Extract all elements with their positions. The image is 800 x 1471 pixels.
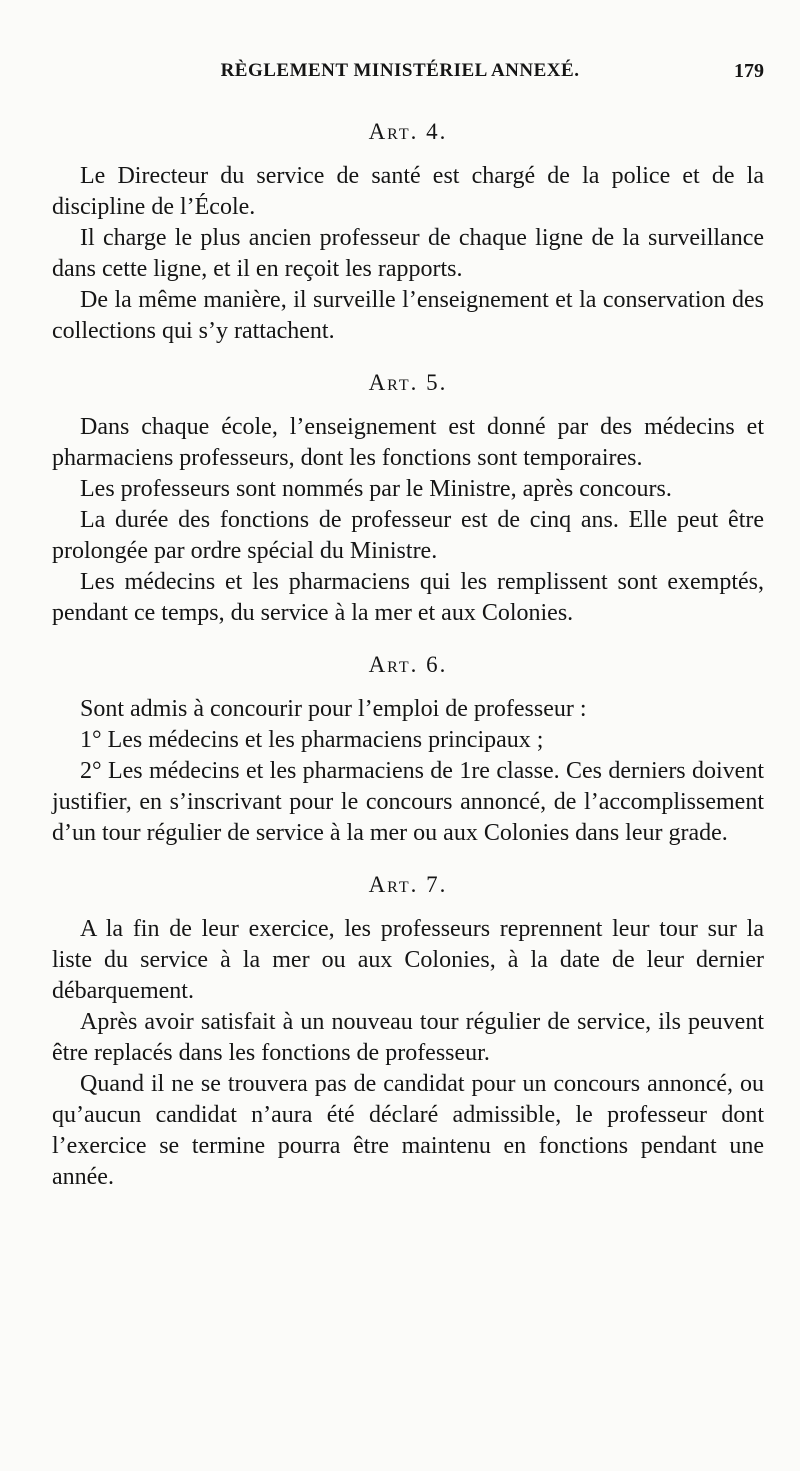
article-7-heading: Art. 7. xyxy=(368,872,448,897)
running-header xyxy=(0,56,800,92)
article-4-paragraph: Le Directeur du service de santé est chargé de la police et de la discipline de l’École. xyxy=(52,163,764,220)
article-6-heading: Art. 6. xyxy=(368,652,448,677)
article-4-paragraph: Il charge le plus ancien professeur de chaque ligne de la surveillance dans cette ligne, et il en reçoit les rapports. xyxy=(52,225,764,282)
article-7-paragraph: Après avoir satisfait à un nouveau tour régulier de service, ils peuvent être replacés dans les fonctions de professeur. xyxy=(52,1009,764,1066)
article-4-heading: Art. 4. xyxy=(368,119,448,144)
page-number: 179 xyxy=(734,60,764,82)
article-6-paragraph: 1° Les médecins et les pharmaciens principaux ; xyxy=(80,727,544,753)
article-6-paragraph: Sont admis à concourir pour l’emploi de professeur : xyxy=(80,696,587,722)
article-7-paragraph: A la fin de leur exercice, les professeurs reprennent leur tour sur la liste du service à la mer ou aux Colonies, à la date de leur dernier débarquement. xyxy=(52,916,764,1004)
article-6-paragraph: 2° Les médecins et les pharmaciens de 1re classe. Ces derniers doivent justifier, en s’inscrivant pour le concours annoncé, de l’accomplissement d’un tour régulier de service à la mer ou aux Colonies dans leur grade. xyxy=(52,758,764,846)
article-5-heading: Art. 5. xyxy=(368,370,448,395)
article-5-paragraph: La durée des fonctions de professeur est de cinq ans. Elle peut être prolongée par ordre spécial du Ministre. xyxy=(52,507,764,564)
article-5-paragraph: Dans chaque école, l’enseignement est donné par des médecins et pharmaciens professeurs, dont les fonctions sont temporaires. xyxy=(52,414,764,471)
page-body xyxy=(52,112,764,1193)
article-5-paragraph: Les professeurs sont nommés par le Ministre, après concours. xyxy=(80,476,672,502)
article-7-paragraph: Quand il ne se trouvera pas de candidat pour un concours annoncé, ou qu’aucun candidat n’aura été déclaré admissible, le professeur dont l’exercice se termine pourra être maintenu en fonctions pendant une année. xyxy=(52,1071,764,1190)
header-title: RÈGLEMENT MINISTÉRIEL ANNEXÉ. xyxy=(220,60,580,81)
article-4-paragraph: De la même manière, il surveille l’enseignement et la conservation des collections qui s’y rattachent. xyxy=(52,287,764,344)
article-5-paragraph: Les médecins et les pharmaciens qui les remplissent sont exemptés, pendant ce temps, du service à la mer et aux Colonies. xyxy=(52,569,764,626)
